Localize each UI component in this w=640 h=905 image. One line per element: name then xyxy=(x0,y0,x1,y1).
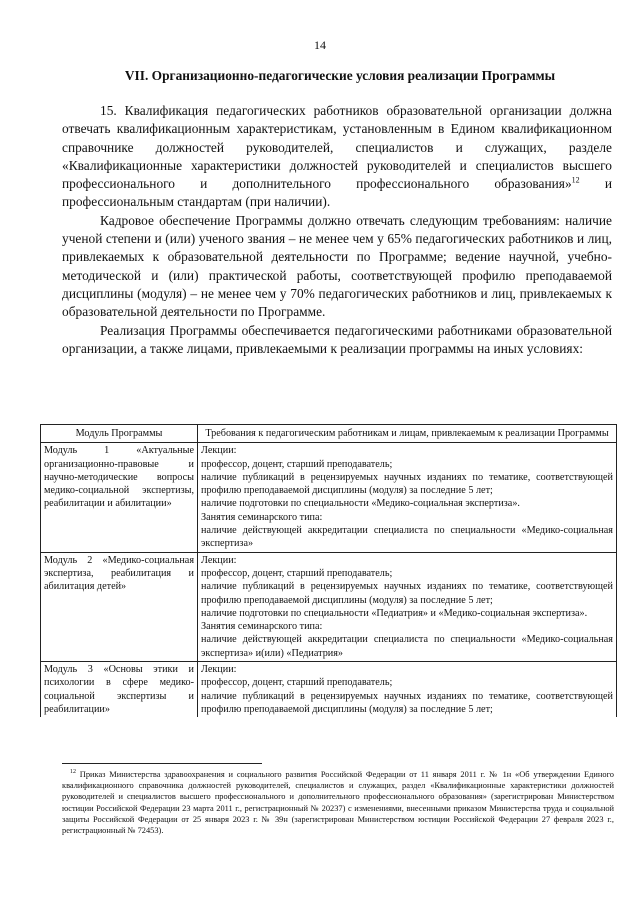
body-text xyxy=(62,102,612,358)
requirement-line: наличие публикаций в рецензируемых научных изданиях по тематике, соответствующей профилю преподаваемой дисциплины (модуля) за последние 5 лет; xyxy=(201,581,613,606)
requirement-line: наличие подготовки по специальности «Медико-социальная экспертиза». xyxy=(201,498,520,510)
requirements-cell xyxy=(198,662,617,718)
footnote xyxy=(62,769,614,836)
paragraph-qualification-end: и профессиональным стандартам (при наличии). xyxy=(62,176,613,210)
footnote-text: Приказ Министерства здравоохранения и социального развития Российской Федерации от 11 января 2011 г. № 1н «Об утверждении Единого квалификационного справочника должностей руководителей, специалистов и служащих, раздел «Квалификационные характеристики должностей руководителей и специалистов высшего профессионального и дополнительного профессионального образования» (зарегистрирован Министерством юстиции Российской Федерации 23 марта 2011 г., регистрационный № 20237) с изменениями, внесенными приказом Министерства труда и социальной защиты Российской Федерации от 25 января 2023 г. № 39н (зарегистрирован Министерством юстиции Российской Федерации 27 февраля 2023 г., регистрационный № 72453). xyxy=(62,770,614,836)
paragraph-qualification-text: 15. Квалификация педагогических работников образовательной организации должна отвечать квалификационным характеристикам, установленным в Едином квалификационном справочнике должностей руководителей, специалистов и служащих, разделе «Квалификационные характеристики должностей руководителей и специалистов высшего профессионального и дополнительного профессионального образования» xyxy=(62,103,612,192)
requirement-line: Лекции: xyxy=(201,664,237,676)
requirement-line: наличие действующей аккредитации специалиста по специальности «Медико-социальная экспертиза» xyxy=(201,525,613,550)
requirement-line: наличие действующей аккредитации специалиста по специальности «Медико-социальная экспертиза» и(или) «Педиатрия» xyxy=(201,634,613,659)
table-row xyxy=(41,443,617,552)
paragraph-implementation: Реализация Программы обеспечивается педагогическими работниками образовательной организации, а также лицами, привлекаемыми к реализации программы на иных условиях: xyxy=(62,322,612,356)
requirements-table xyxy=(40,424,617,717)
footnote-reference: 12 xyxy=(571,175,580,185)
requirement-line: наличие подготовки по специальности «Педиатрия» и «Медико-социальная экспертиза». xyxy=(201,607,588,619)
requirement-line: Лекции: xyxy=(201,554,237,566)
requirement-line: профессор, доцент, старший преподаватель; xyxy=(201,458,393,470)
requirement-line: Занятия семинарского типа: xyxy=(201,621,323,633)
requirement-line: Занятия семинарского типа: xyxy=(201,511,323,523)
requirements-cell xyxy=(198,552,617,661)
paragraph-staffing: Кадровое обеспечение Программы должно отвечать следующим требованиям: наличие ученой степени и (или) ученого звания – не менее чем у 65% педагогических работников и лиц, привлекаемых к образовательной деятельности по Программе; ведение научной, учебно-методической и (или) практической работы, соответствующей профилю преподаваемой дисциплины (модуля) – не менее чем у 70% педагогических работников и лиц, привлекаемых к образовательной деятельности по Программе. xyxy=(62,212,612,320)
module-cell: Модуль 3 «Основы этики и психологии в сфере медико-социальной экспертизы и реабилитации» xyxy=(41,662,198,718)
requirement-line: Лекции: xyxy=(201,445,237,457)
page-number: 14 xyxy=(314,38,326,52)
header-module: Модуль Программы xyxy=(41,425,198,443)
module-cell: Модуль 2 «Медико-социальная экспертиза, реабилитация и абилитация детей» xyxy=(41,552,198,661)
section-title: VII. Организационно-педагогические условия реализации Программы xyxy=(124,68,556,83)
footnote-divider xyxy=(62,763,262,764)
module-cell: Модуль 1 «Актуальные организационно-правовые и научно-методические вопросы медико-социальной экспертизы, реабилитации и абилитации» xyxy=(41,443,198,552)
table-row xyxy=(41,662,617,718)
requirement-line: профессор, доцент, старший преподаватель; xyxy=(201,567,393,579)
header-requirements: Требования к педагогическим работникам и лицам, привлекаемым к реализации Программы xyxy=(198,425,617,443)
table-row xyxy=(41,552,617,661)
requirements-cell xyxy=(198,443,617,552)
paragraph-qualification xyxy=(62,102,612,212)
requirement-line: наличие публикаций в рецензируемых научных изданиях по тематике, соответствующей профилю преподаваемой дисциплины (модуля) за последние 5 лет; xyxy=(201,690,613,715)
footnote-number: 12 xyxy=(70,769,76,776)
table-header-row xyxy=(41,425,617,443)
requirement-line: профессор, доцент, старший преподаватель; xyxy=(201,677,393,689)
requirement-line: наличие публикаций в рецензируемых научных изданиях по тематике, соответствующей профилю преподаваемой дисциплины (модуля) за последние 5 лет; xyxy=(201,471,613,497)
